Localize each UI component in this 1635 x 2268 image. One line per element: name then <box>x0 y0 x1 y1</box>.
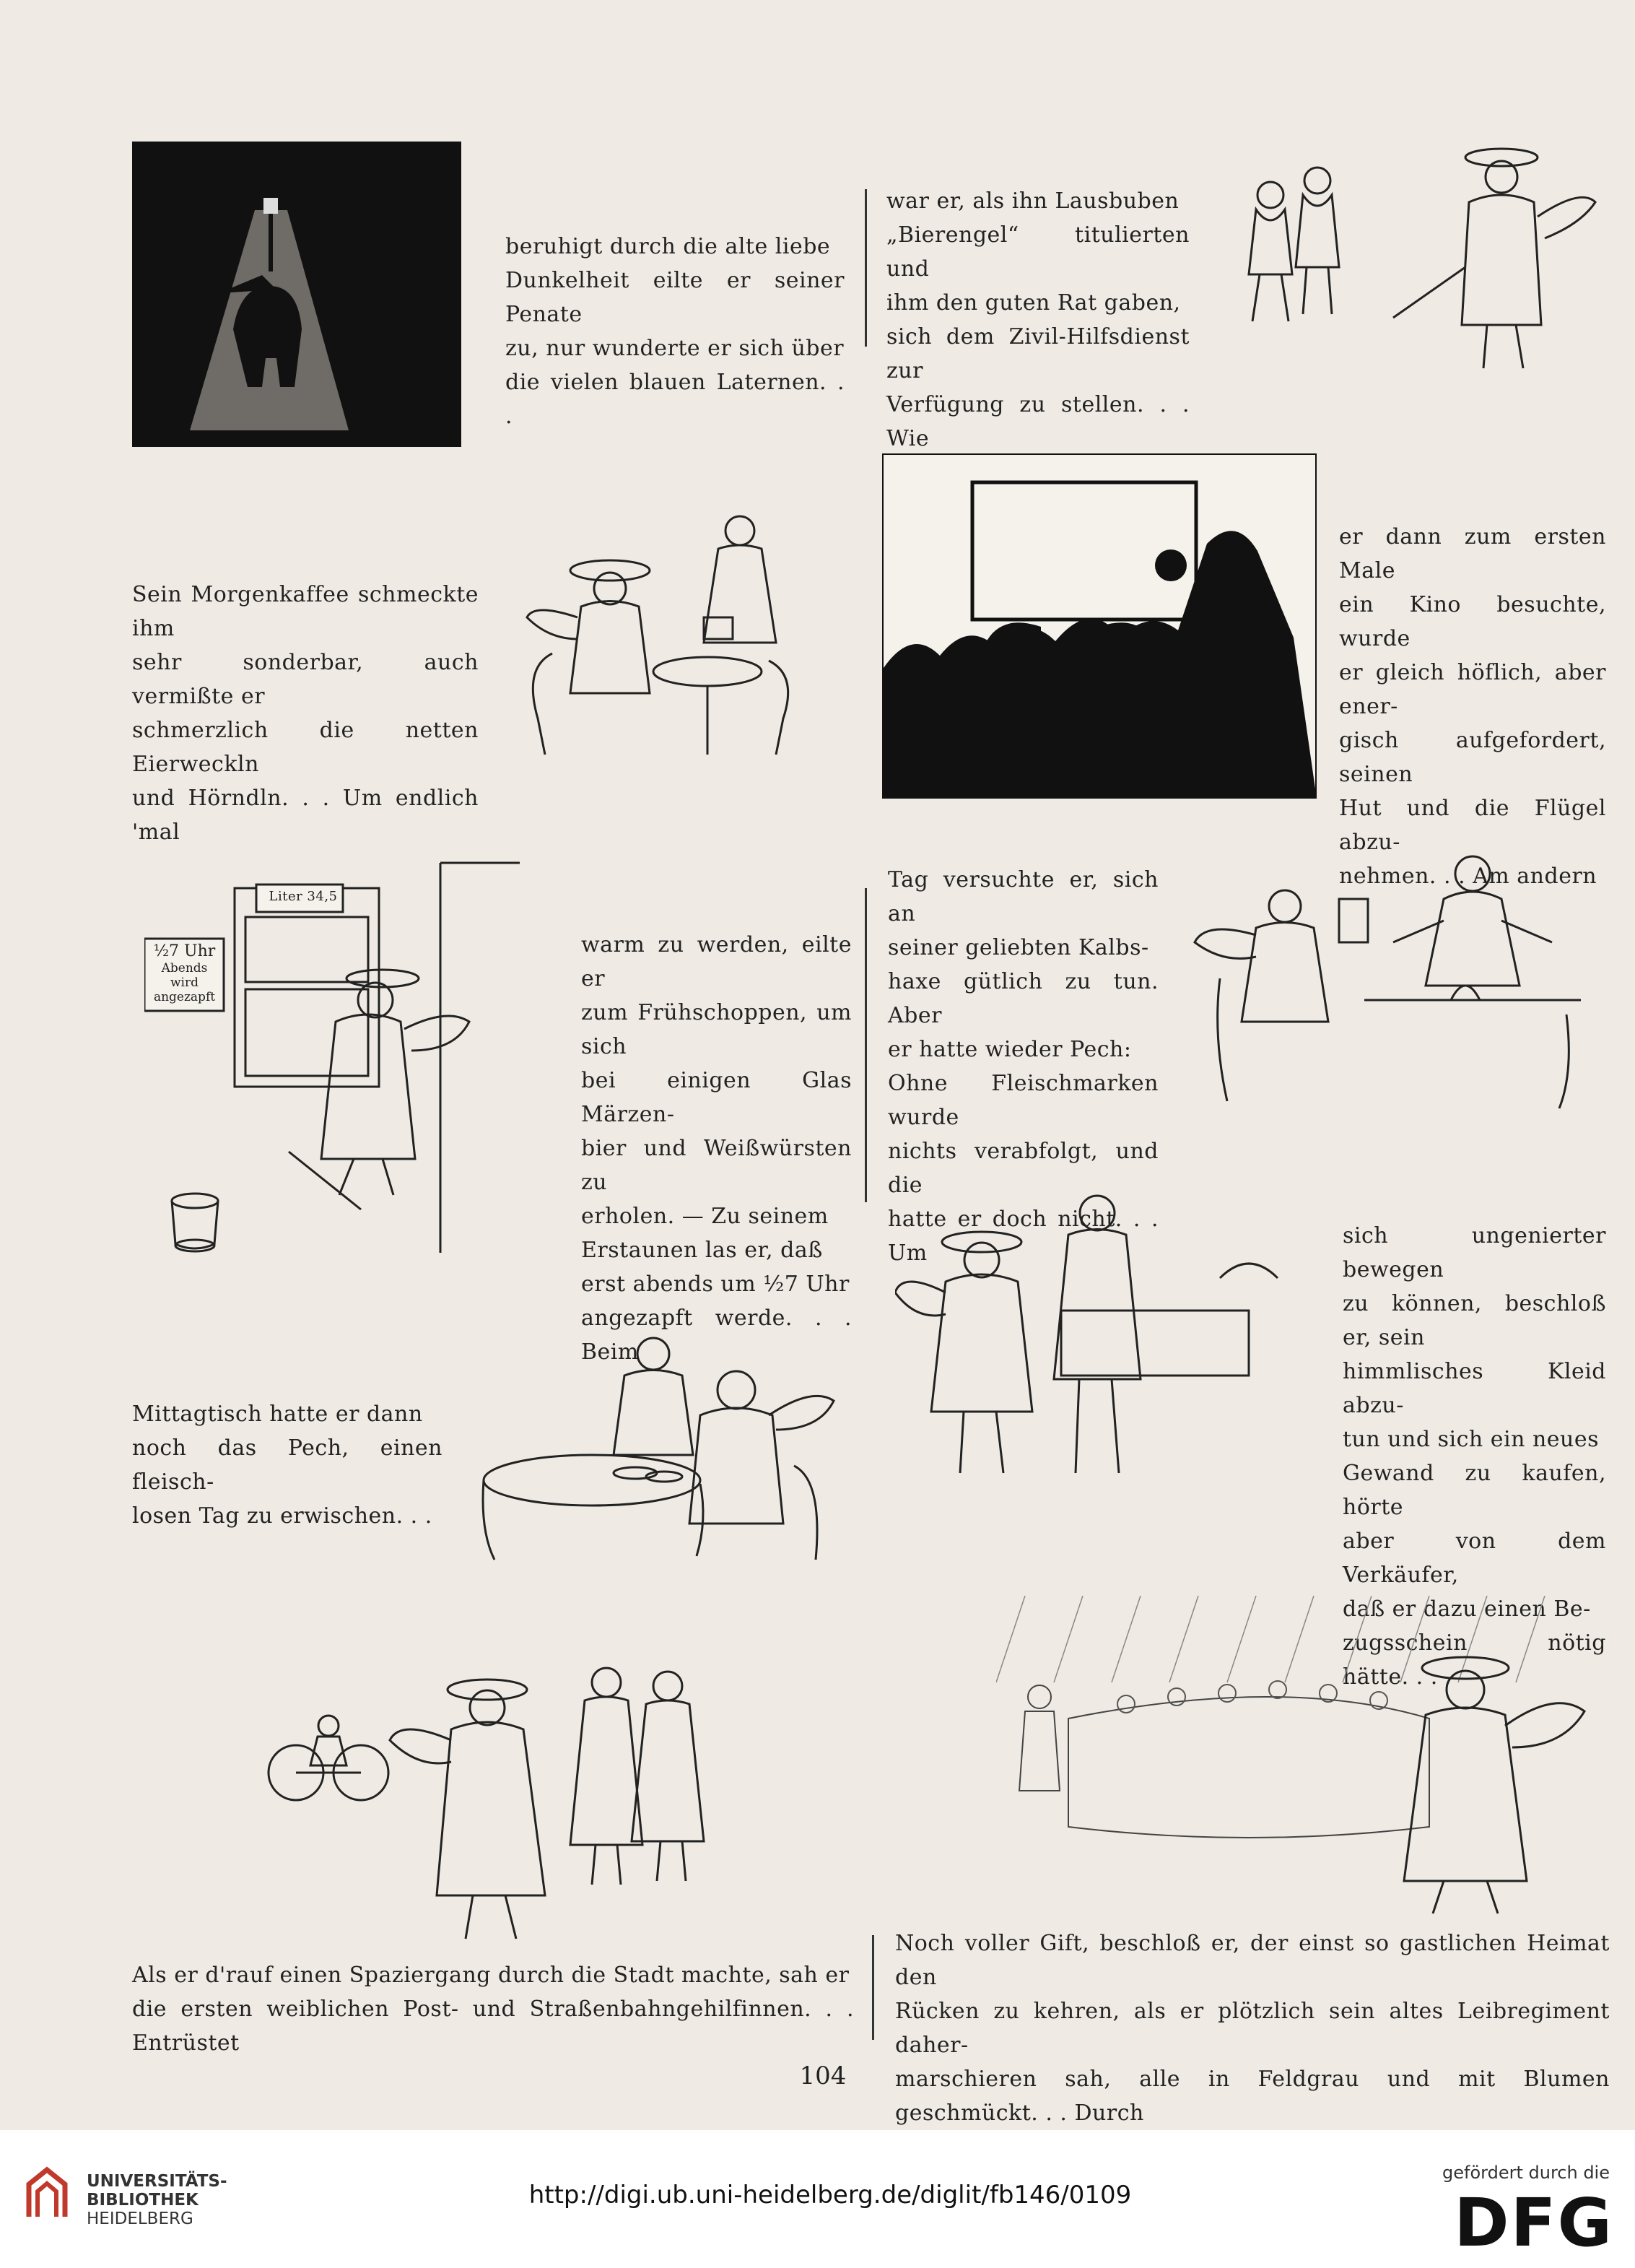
caption-1: beruhigt durch die alte liebe Dunkelheit eilte er seiner Penate zu, nur wunderte er sich über die vielen blauen Laternen. . . <box>505 234 845 429</box>
sign-notice-line4: angezapft <box>153 990 216 1004</box>
column-divider <box>865 888 867 1202</box>
caption-5: warm zu werden, eilte er zum Frühschoppen, um sich bei einigen Glas Märzen- bier und Weißwürsten zu erholen. — Zu seinem Erstaunen las er, daß erst abends um ½7 Uhr angezapft werde. . . Beim <box>581 932 852 1365</box>
illustration-street-walk <box>256 1661 725 1950</box>
illustration-lunch-table <box>476 1336 852 1567</box>
library-name <box>87 2172 227 2228</box>
illustration-cinema <box>882 453 1317 799</box>
caption-2: war er, als ihn Lausbuben „Bierengel“ titulierten und ihm den guten Rat gaben, sich dem Zivil-Hilfsdienst zur Verfügung zu stellen. . . Wie <box>886 188 1190 451</box>
illustration-waitress <box>1191 834 1595 1123</box>
caption-3: Sein Morgenkaffee schmeckte ihm sehr sonderbar, auch vermißte er schmerzlich die netten Eierweckln und Hörndln. . . Um endlich 'mal <box>132 582 479 845</box>
sign-liter: Liter 34,5 <box>269 889 338 904</box>
illustration-tavern <box>144 848 549 1274</box>
caption-7: sich ungenierter bewegen zu können, beschloß er, sein himmlisches Kleid abzu- tun und sich ein neues Gewand zu kaufen, hörte aber von dem Verkäufer, daß er dazu einen Be- zugsschein nötig hätte. . . <box>1343 1223 1606 1690</box>
library-name-line3: HEIDELBERG <box>87 2210 193 2228</box>
column-divider <box>872 1935 874 2040</box>
source-url-link[interactable]: http://digi.ub.uni-heidelberg.de/diglit/fb146/0109 <box>528 2181 1132 2210</box>
sign-notice-line3: wird <box>170 976 199 990</box>
caption-8: Mittagtisch hatte er dann noch das Pech, einen fleisch- losen Tag zu erwischen. . . <box>132 1402 442 1529</box>
caption-6: Tag versuchte er, sich an seiner geliebten Kalbs- haxe gütlich zu tun. Aber er hatte wieder Pech: Ohne Fleischmarken wurde nichts verabfolgt, und die hatte er doch nicht. . . Um <box>888 867 1159 1266</box>
illustration-marching-regiment <box>996 1596 1603 1917</box>
illustration-street-lamp <box>132 142 461 447</box>
sign-notice-line2: Abends <box>161 961 208 976</box>
sign-notice-line1: ½7 Uhr <box>153 942 216 960</box>
library-name-line1: UNIVERSITÄTS- <box>87 2172 227 2191</box>
illustration-cafe <box>509 509 812 765</box>
page-number: 104 <box>799 2061 847 2090</box>
sign-notice <box>147 942 222 1004</box>
column-divider <box>865 189 867 347</box>
caption-9: Als er d'rauf einen Spaziergang durch die Stadt machte, sah er die ersten weiblichen Post- und Straßenbahngehilfinnen. . . Entrüstet <box>132 1963 854 2056</box>
dfg-logo: DFG <box>1454 2184 1613 2262</box>
caption-4: er dann zum ersten Male ein Kino besuchte, wurde er gleich höflich, aber ener- gisch aufgefordert, seinen Hut und die Flügel abzu- nehmen. . . Am andern <box>1339 524 1606 889</box>
illustration-boys-and-angel <box>1220 137 1603 386</box>
library-name-line2: BIBLIOTHEK <box>87 2191 199 2210</box>
library-logo-icon <box>22 2166 72 2224</box>
caption-10: Noch voller Gift, beschloß er, der einst so gastlichen Heimat den Rücken zu kehren, als er plötzlich sein altes Leibregiment daher- marschieren sah, alle in Feldgrau und mit Blumen geschmückt. . . Durch <box>895 1931 1610 2126</box>
sponsor-text: gefördert durch die <box>1442 2163 1610 2183</box>
illustration-clothing-shop <box>895 1184 1299 1506</box>
